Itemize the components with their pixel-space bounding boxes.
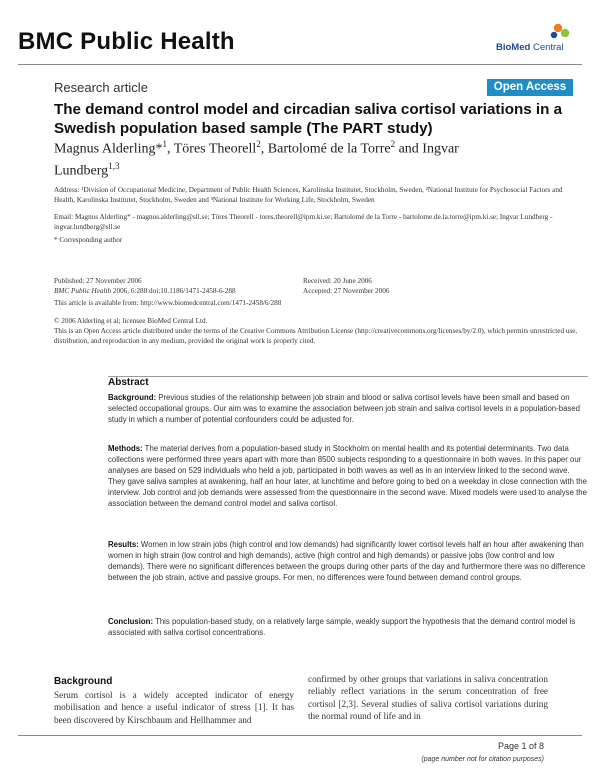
journal-title: BMC Public Health	[18, 28, 235, 55]
open-access-badge: Open Access	[487, 79, 573, 96]
publication-info	[54, 276, 294, 296]
abstract-background: Background: Previous studies of the relationship between job strain and blood or saliva cortisol levels have been small and based on selected occupational groups. Our aim was to examine the association between job strain and saliva cortisol levels in a population-based study in which a number of potential confounders could be adjusted for.	[108, 393, 580, 424]
abstract-methods: Methods: The material derives from a population-based study in Stockholm on mental health and its potential determinants. Two data collections were performed three years apart with more than 8500 subjects responding to a questionnaire in both waves. In this paper our analyses are based on 529 individuals who held a job, participated in both waves as well as in an interview linked to the second wave. They gave saliva samples at awakening, half an hour later, at lunchtime and before going to bed on a weekday in close connection with the interview. Job control and job demands were assessed from the questionnaire in the second wave. Mixed models were used to analyse the association between the demand control model and saliva cortisol.	[108, 444, 587, 508]
affiliations: Address: ¹Division of Occupational Medicine, Department of Public Health Sciences, Karolinska Institutet, Stockholm, Sweden, ²National Institute for Psychosocial Factors and Health, Karolinska Institutet, Stockholm, Sweden and ³National Institute for Working Life, Stockholm, Sweden	[54, 186, 563, 204]
received-date: Received: 20 June 2006	[303, 277, 372, 285]
citation: BMC Public Health 2006, 6:288 doi:10.1186/1471-2458-6-288	[54, 287, 236, 295]
author-emails[interactable]: Email: Magnus Alderling* - magnus.alderling@sll.se; Töres Theorell - tores.theorell@ipm.ki.se; Bartolomé de la Torre - bartolome.de.la.torre@ipm.ki.se; Ingvar Lundberg - ingvar.lundberg@sll.se	[54, 213, 553, 231]
author-name: and Ingvar Lundberg	[54, 141, 459, 179]
logo-biomed: BioMed	[496, 42, 531, 53]
accepted-date: Accepted: 27 November 2006	[303, 287, 390, 295]
footer-rule	[18, 735, 582, 736]
author-list: Magnus Alderling*$^1$, Töres Theorell$^2$, Bartolomé de la Torre$^2$ and Ingvar Lundberg$^{1,3}$	[54, 139, 459, 179]
page-number: Page 1 of 8	[497, 741, 544, 751]
copyright: © 2006 Alderling et al; licensee BioMed Central Ltd.	[54, 317, 208, 325]
received-accepted	[303, 276, 503, 296]
abstract-heading: Abstract	[108, 377, 149, 388]
copyright-license	[54, 316, 579, 346]
header-rule	[18, 64, 582, 65]
published-date: Published: 27 November 2006	[54, 277, 142, 285]
biomed-logo-icon	[496, 20, 586, 44]
body-column-right: confirmed by other groups that variations in saliva concentration reliably reflect variations in the serum concentration of free cortisol [2,3]. Several studies of saliva cortisol variations during the normal round of life and in	[308, 674, 548, 721]
author-name: , Töres Theorell	[167, 141, 257, 157]
author-name: , Bartolomé de la Torre	[260, 141, 391, 157]
license-text: This is an Open Access article distributed under the terms of the Creative Commons Attribution License (http://creativecommons.org/licenses/by/2.0), which permits unrestricted use, distribution, and reproduction in any medium, provided the original work is properly cited.	[54, 327, 578, 345]
article-type: Research article	[54, 80, 148, 95]
availability-link[interactable]: This article is available from: http://www.biomedcentral.com/1471-2458/6/288	[54, 299, 282, 307]
body-column-left: Serum cortisol is a widely accepted indicator of energy mobilisation and hence a useful indicator of stress [1]. It has been discovered by Kirschbaum and Hellhammer and	[54, 690, 294, 725]
page-number-note: (page number not for citation purposes)	[421, 756, 544, 763]
biomed-central-logo	[496, 20, 586, 56]
section-heading-background: Background	[54, 676, 113, 687]
article-title: The demand control model and circadian saliva cortisol variations in a Swedish population based sample (The PART study)	[54, 101, 563, 137]
corresponding-note: * Corresponding author	[54, 236, 123, 244]
logo-central: Central	[530, 42, 564, 53]
abstract-results: Results: Women in low strain jobs (high control and low demands) had significantly lower cortisol levels half an hour after awakening than women in high strain (low control and high demands), active (high control and high demands) or passive jobs (low control and low demands). There were no significant differences between the groups during other parts of the day and furthermore there was no difference between the job strain, active and passive groups. For men, no differences were found between demand control groups.	[108, 540, 586, 582]
author-name: Magnus Alderling*	[54, 141, 163, 157]
abstract-conclusion: Conclusion: This population-based study, on a relatively large sample, weakly support the hypothesis that the demand control model is associated with saliva cortisol concentrations.	[108, 617, 576, 637]
